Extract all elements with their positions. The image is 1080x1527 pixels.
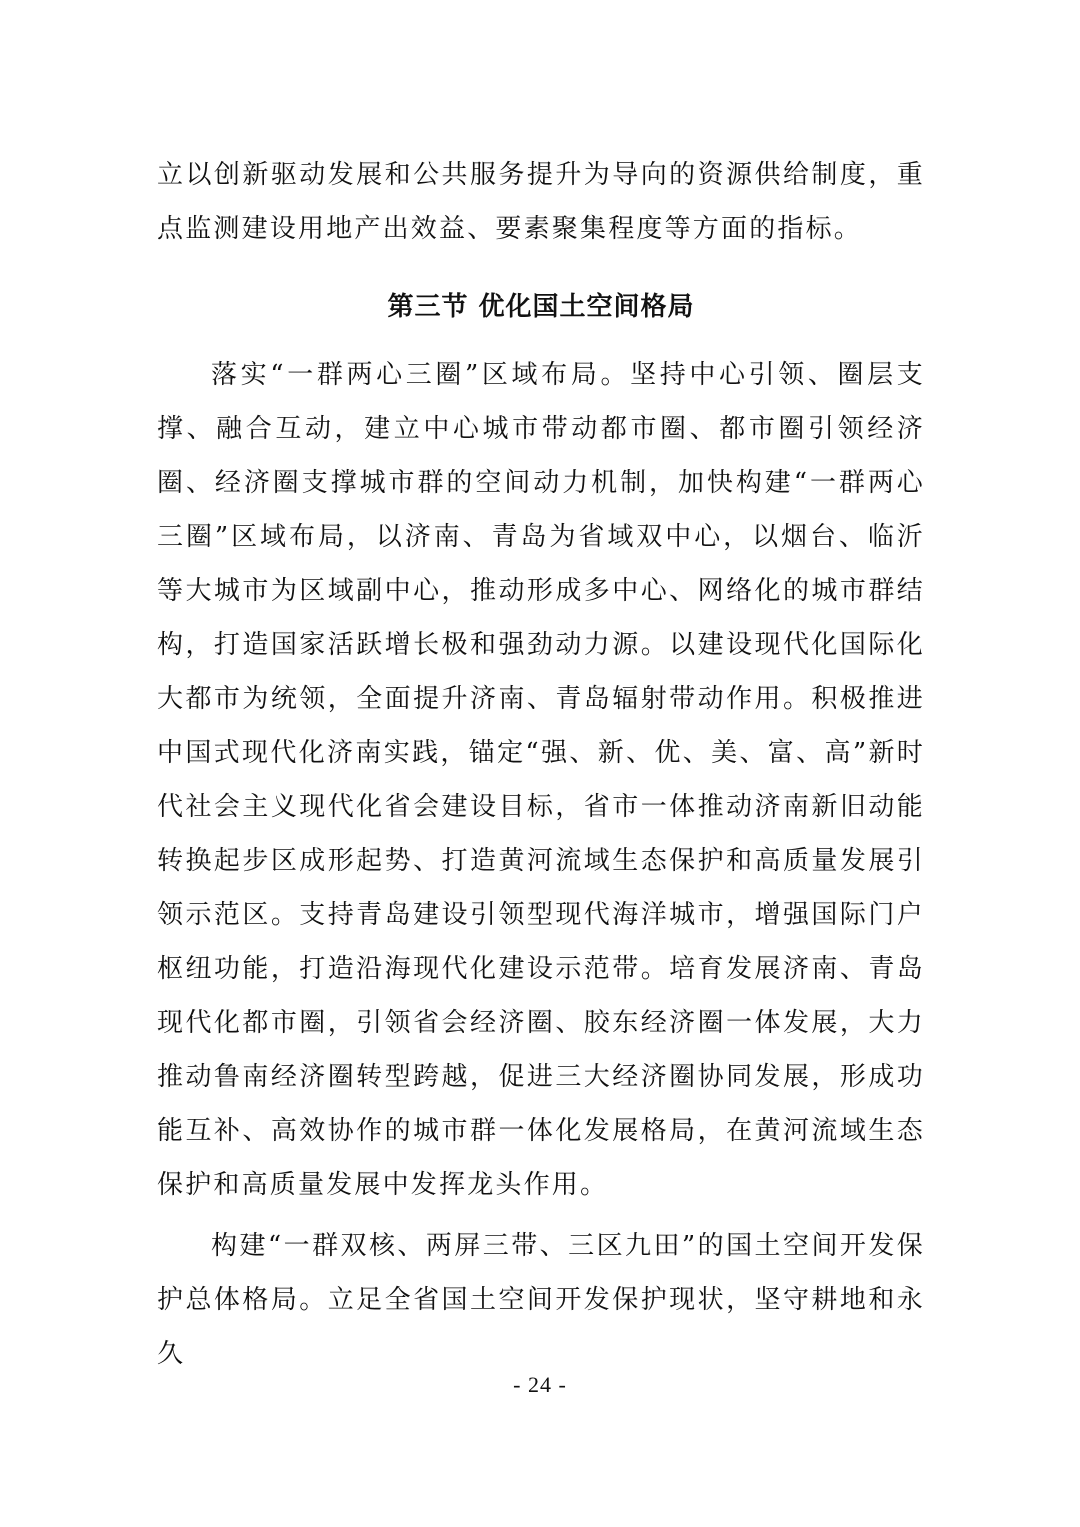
body-paragraph-spatial-pattern: 构建“一群双核、两屏三带、三区九田”的国土空间开发保护总体格局。立足全省国土空间开发保护现状，坚守耕地和永久 [157,1231,925,1369]
section-heading: 第三节 优化国土空间格局 [387,292,695,322]
page-number: - 24 - [513,1372,567,1397]
continuation-paragraph: 立以创新驱动发展和公共服务提升为导向的资源供给制度，重点监测建设用地产出效益、要素聚集程度等方面的指标。 [157,160,925,244]
body-paragraph-regional-layout: 落实“一群两心三圈”区域布局。坚持中心引领、圈层支撑、融合互动，建立中心城市带动都市圈、都市圈引领经济圈、经济圈支撑城市群的空间动力机制，加快构建“一群两心三圈”区域布局，以济南、青岛为省域双中心，以烟台、临沂等大城市为区域副中心，推动形成多中心、网络化的城市群结构，打造国家活跃增长极和强劲动力源。以建设现代化国际化大都市为统领，全面提升济南、青岛辐射带动作用。积极推进中国式现代化济南实践，锚定“强、新、优、美、富、高”新时代社会主义现代化省会建设目标，省市一体推动济南新旧动能转换起步区成形起势、打造黄河流域生态保护和高质量发展引领示范区。支持青岛建设引领型现代海洋城市，增强国际门户枢纽功能，打造沿海现代化建设示范带。培育发展济南、青岛现代化都市圈，引领省会经济圈、胶东经济圈一体发展，大力推动鲁南经济圈转型跨越，促进三大经济圈协同发展，形成功能互补、高效协作的城市群一体化发展格局，在黄河流域生态保护和高质量发展中发挥龙头作用。 [157,360,925,1200]
